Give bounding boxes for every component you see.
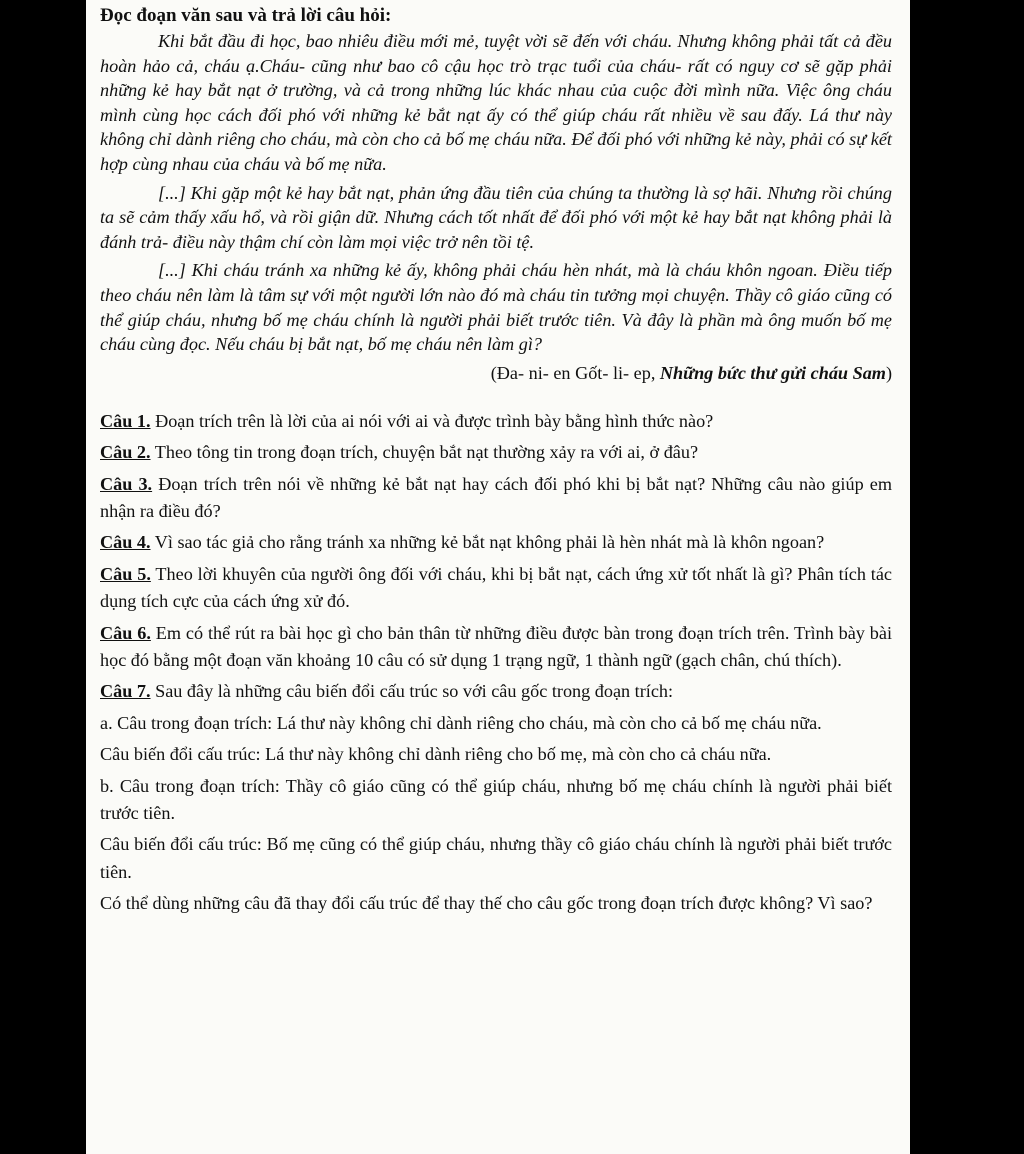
question-2-label: Câu 2. (100, 442, 151, 463)
question-6-text: Em có thể rút ra bài học gì cho bản thân từ những điều được bàn trong đoạn trích trên. Trình bày bài học đó bằng một đoạn văn khoảng 10 câu có sử dụng 1 trạng ngữ, 1 thành ngữ (gạch chân, chú thích). (100, 622, 893, 670)
passage-paragraph-3: [...] Khi cháu tránh xa những kẻ ấy, không phải cháu hèn nhát, mà là cháu khôn ngoan. Điều tiếp theo cháu nên làm là tâm sự với một người lớn nào đó mà cháu tin tưởng mọi chuyện. Thầy cô giáo cũng có thể giúp cháu, nhưng bố mẹ cháu chính là người phải biết trước tiên. Và đây là phần mà ông muốn bố mẹ cháu cùng đọc. Nếu cháu bị bắt nạt, bố mẹ cháu nên làm gì? (100, 260, 892, 355)
question-5 (100, 561, 892, 616)
passage-paragraph-1: Khi bắt đầu đi học, bao nhiêu điều mới mẻ, tuyệt vời sẽ đến với cháu. Nhưng không phải tất cả đều hoàn hảo cả, cháu ạ.Cháu- cũng như bao cô cậu học trò trạc tuổi của cháu- rất có nguy cơ sẽ gặp phải những kẻ hay bắt nạt ở trường, và cả trong những lúc khác nhau của cuộc đời mình nữa. Việc ông cháu mình cùng học cách đối phó với những kẻ bắt nạt ấy có thể giúp cháu rất nhiều về sau đấy. Lá thư này không chỉ dành riêng cho cháu, mà còn cho cả bố mẹ cháu nữa. Để đối phó với những kẻ này, phải có sự kết hợp cùng nhau của cháu và bố mẹ nữa. (100, 31, 892, 174)
question-3-text: Đoạn trích trên nói về những kẻ bắt nạt hay cách đối phó khi bị bắt nạt? Những câu nào giúp em nhận ra điều đó? (100, 473, 893, 521)
question-7-part-a-original: a. Câu trong đoạn trích: Lá thư này không chỉ dành riêng cho cháu, mà còn cho cả bố mẹ cháu nữa. (100, 712, 822, 733)
question-7-final-prompt: Có thể dùng những câu đã thay đổi cấu trúc để thay thế cho câu gốc trong đoạn trích được không? Vì sao? (100, 893, 873, 914)
question-4-label: Câu 4. (100, 532, 151, 553)
question-3-label: Câu 3. (100, 473, 153, 494)
question-1-label: Câu 1. (100, 410, 151, 431)
question-list (100, 408, 892, 918)
question-5-text: Theo lời khuyên của người ông đối với cháu, khi bị bắt nạt, cách ứng xử tốt nhất là gì? Phân tích tác dụng tích cực của cách ứng xử đó. (100, 563, 893, 612)
question-7-part-b-transformed: Câu biến đổi cấu trúc: Bố mẹ cũng có thể giúp cháu, nhưng thầy cô giáo cháu chính là người phải biết trước tiên. (100, 834, 892, 882)
question-1-text: Đoạn trích trên là lời của ai nói với ai và được trình bày bằng hình thức nào? (150, 410, 714, 431)
question-6 (100, 620, 892, 675)
citation-close: ) (885, 362, 892, 383)
passage-paragraph-2: [...] Khi gặp một kẻ hay bắt nạt, phản ứng đầu tiên của chúng ta thường là sợ hãi. Nhưng rồi chúng ta sẽ cảm thấy xấu hổ, và rồi giận dữ. Nhưng cách tốt nhất để đối phó với một kẻ hay bắt nạt không phải là đánh trả- điều này thậm chí còn làm mọi việc trở nên tồi tệ. (100, 182, 892, 252)
question-4-text: Vì sao tác giả cho rằng tránh xa những kẻ bắt nạt không phải là hèn nhát mà là khôn ngoan? (150, 532, 825, 553)
question-3 (100, 471, 892, 526)
question-2 (100, 439, 892, 466)
question-5-label: Câu 5. (100, 563, 151, 584)
instruction-heading: Đọc đoạn văn sau và trả lời câu hỏi: (100, 5, 392, 26)
question-7-label: Câu 7. (100, 681, 151, 702)
question-6-label: Câu 6. (100, 622, 151, 643)
document-page (86, 0, 910, 1154)
question-7-part-a-transformed: Câu biến đổi cấu trúc: Lá thư này không chỉ dành riêng cho bố mẹ, mà còn cho cả cháu nữa. (100, 744, 772, 765)
question-7-text: Sau đây là những câu biến đổi cấu trúc so với câu gốc trong đoạn trích: (150, 681, 674, 702)
citation-book-title: Những bức thư gửi cháu Sam (659, 362, 886, 383)
question-7 (100, 678, 892, 705)
citation-author: (Đa- ni- en Gốt- li- ep, (490, 362, 660, 383)
question-7-part-b-original: b. Câu trong đoạn trích: Thầy cô giáo cũng có thể giúp cháu, nhưng bố mẹ cháu chính là người phải biết trước tiên. (100, 775, 892, 823)
reading-passage (100, 29, 892, 357)
question-4 (100, 529, 892, 556)
passage-citation (100, 361, 892, 385)
question-1 (100, 408, 892, 435)
question-2-text: Theo tông tin trong đoạn trích, chuyện bắt nạt thường xảy ra với ai, ở đâu? (150, 442, 699, 463)
